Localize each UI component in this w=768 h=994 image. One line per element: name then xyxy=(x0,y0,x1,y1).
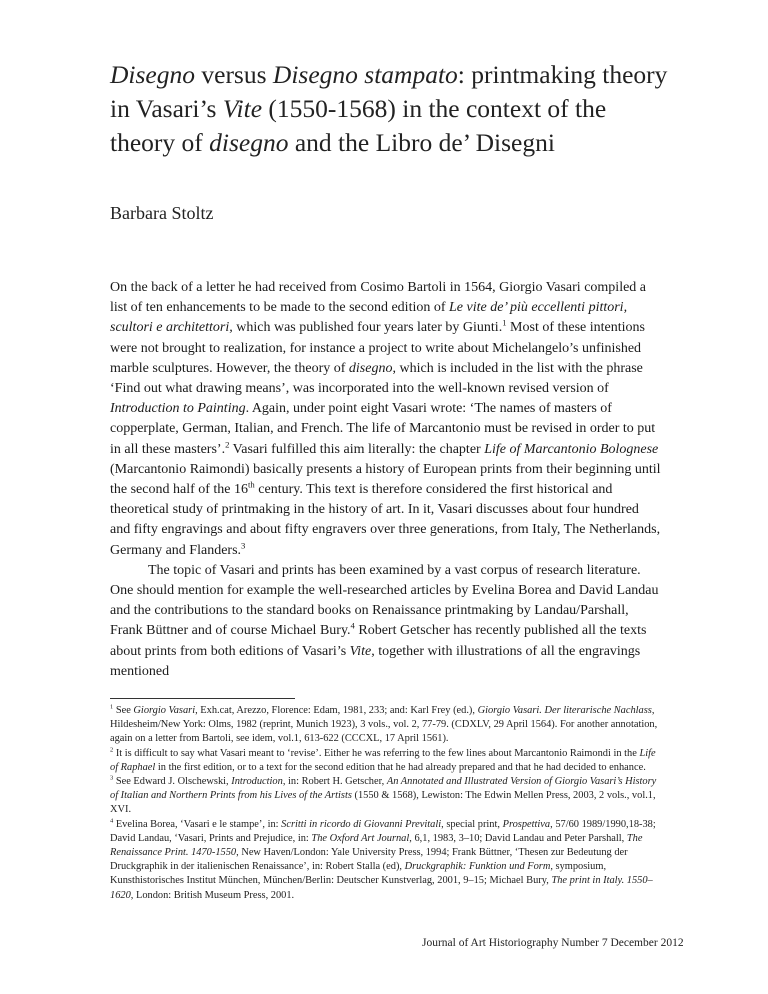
footnote-1: $^1$ See Giorgio Vasari, Exh.cat, Arezzo, Florence: Edam, 1981, 233; and: Karl Frey (ed.), Giorgio Vasari. Der literarische Nachlass, Hildesheim/New York: Olms, 1982 (reprint, Munich 1923), 3 vols., vol. 2, 77-79. (CDXLV, 29 April 1564). For another annotation, again on a letter from Bartoli, see idem, vol.1, 613-622 (CCCXL, 17 April 1561). xyxy=(110,703,658,745)
footnote-divider xyxy=(110,698,295,699)
title-italic: disegno xyxy=(209,128,289,157)
footnote-3: $^3$ See Edward J. Olschewski, Introduction, in: Robert H. Getscher, An Annotated and Illustrated Version of Giorgio Vasari’s History of Italian and Northern Prints from his Lives of the Artists (1550 & 1568), Lewiston: The Edwin Mellen Press, 2003, 2 vols., vol.1, XVI. xyxy=(110,774,657,816)
title-italic: Vite xyxy=(222,94,263,123)
footnote-number: 1 xyxy=(110,703,114,711)
article-body xyxy=(110,278,662,682)
journal-footer: Journal of Art Historiography Number 7 December 2012 xyxy=(422,937,684,949)
paragraph-2: The topic of Vasari and prints has been examined by a vast corpus of research literature. One should mention for example the well-researched articles by Evelina Borea and David Landau and the contributions to the standard books on Renaissance printmaking by Landau/Parshall, Frank Büttner and of course Michael Bury.$^4$ Robert Getscher has recently published all the texts about prints from both editions of Vasari’s Vite, together with illustrations of all the engravings mentioned xyxy=(110,562,659,679)
footnote-number: 3 xyxy=(110,774,114,782)
title-italic: Disegno xyxy=(110,60,195,89)
ordinal-suffix: th xyxy=(248,479,255,490)
footnote-2: $^2$ It is difficult to say what Vasari meant to ‘revise’. Either he was referring to the few lines about Marcantonio Raimondi in the Life of Raphael in the first edition, or to a text for the second edition that he had already prepared and that he had decided to enhance. xyxy=(110,746,656,773)
footnote-ref-4[interactable]: 4 xyxy=(350,620,355,631)
footnote-number: 2 xyxy=(110,746,114,754)
footnote-ref-2[interactable]: 2 xyxy=(225,438,230,449)
footnote-number: 4 xyxy=(110,817,114,825)
footnote-ref-3[interactable]: 3 xyxy=(241,539,246,550)
footnote-4: $^4$ Evelina Borea, ‘Vasari e le stampe’, in: Scritti in ricordo di Giovanni Previtali, special print, Prospettiva, 57/60 1989/1990,18-38; David Landau, ‘Vasari, Prints and Prejudice, in: The Oxford Art Journal, 6,1, 1983, 3–10; David Landau and Peter Parshall, The Renaissance Print. 1470-1550, New Haven/London: Yale University Press, 1994; Frank Büttner, ‘Thesen zur Bedeutung der Druckgraphik in der italienischen Renaissance’, in: Robert Stalla (ed), Druckgraphik: Funktion und Form, symposium, Kunsthistorisches Institut München, München/Berlin: Deutscher Kunstverlag, 2001, 9–15; Michael Bury, The print in Italy. 1550–1620, London: British Museum Press, 2001. xyxy=(110,817,656,901)
footnotes xyxy=(110,704,666,903)
footnote-ref-1[interactable]: 1 xyxy=(502,317,507,328)
article-title: Disegno versus Disegno stampato: printmaking theory in Vasari’s Vite (1550-1568) in the context of the theory of disegno and the Libro de’ Disegni xyxy=(110,60,668,157)
author-name: Barbara Stoltz xyxy=(110,203,214,223)
paragraph-1: On the back of a letter he had received from Cosimo Bartoli in 1564, Giorgio Vasari compiled a list of ten enhancements to be made to the second edition of Le vite de’ più eccellenti pittori, scultori e architettori, which was published four years later by Giunti.$^1$ Most of these intentions were not brought to realization, for instance a project to write about Michelangelo’s unfinished marble sculptures. However, the theory of disegno, which is included in the list with the phrase ‘Find out what drawing means’, was incorporated into the well-known revised version of Introduction to Painting. Again, under point eight Vasari wrote: ‘The names of masters of copperplate, German, Italian, and French. The life of Marcantonio must be revised in order to put in all these masters’.$^2$ Vasari fulfilled this aim literally: the chapter Life of Marcantonio Bolognese (Marcantonio Raimondi) basically presents a history of European prints from their beginning until the second half of the 16th century. This text is therefore considered the first historical and theoretical study of printmaking in the history of art. In it, Vasari discusses about four hundred and fifty engravings and about fifty engravers over three generations, from Italy, The Netherlands, Germany and Flanders.$^3$ xyxy=(110,280,661,558)
title-italic: Disegno stampato xyxy=(272,60,458,89)
